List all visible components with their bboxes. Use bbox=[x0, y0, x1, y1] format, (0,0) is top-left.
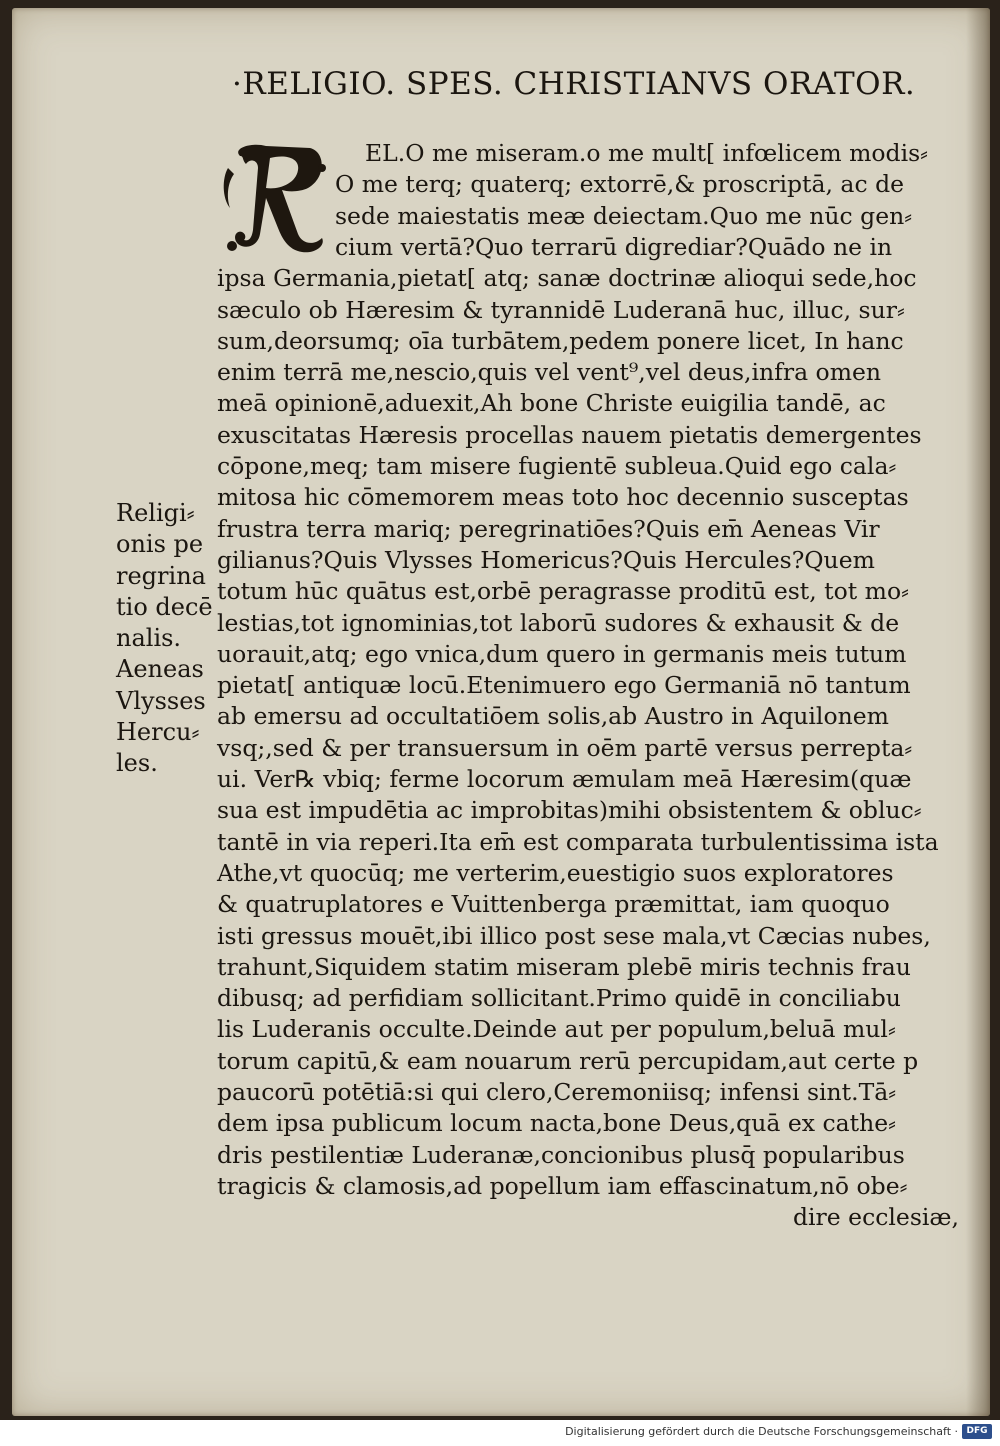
margin-note-line: Aeneas bbox=[116, 655, 204, 684]
margin-note-line: onis pe bbox=[116, 530, 204, 559]
text-line: ipsa Germania,pietat[ atq; sanæ doctrinæ alioqui sede,hoc bbox=[217, 264, 917, 293]
text-line: dris pestilentiæ Luderanæ,concionibus plusq̄ popularibus bbox=[217, 1140, 905, 1169]
digitization-footer bbox=[0, 1420, 1000, 1446]
decorated-initial bbox=[222, 138, 334, 256]
text-line: dem ipsa publicum locum nacta,bone Deus,quā ex cathe⸗ bbox=[217, 1109, 896, 1138]
running-head: ·RELIGIO. SPES. CHRISTIANVS ORATOR. bbox=[232, 66, 916, 102]
text-line: isti gressus mouēt,ibi illico post sese mala,vt Cæcias nubes, bbox=[217, 921, 931, 950]
text-line: lestias,tot ignominias,tot laborū sudores & exhausit & de bbox=[217, 608, 900, 637]
text-line: pietat[ antiquæ locū.Etenimuero ego Germaniā nō tantum bbox=[217, 671, 911, 700]
text-line: O me terq; quaterq; extorrē,& proscriptā, ac de bbox=[335, 170, 905, 199]
text-line: paucorū potētiā:si qui clero,Ceremoniisq; infensi sint.Tā⸗ bbox=[217, 1078, 897, 1106]
text-line: vsq;,sed & per transuersum in oēm partē versus perrepta⸗ bbox=[217, 733, 913, 762]
text-line: frustra terra mariq; peregrinatiōes?Quis em̄ Aeneas Vir bbox=[217, 514, 880, 543]
text-line: cōpone,meq; tam misere fugientē subleua.Quid ego cala⸗ bbox=[217, 452, 897, 480]
text-line: mitosa hic cōmemorem meas toto hoc decennio susceptas bbox=[217, 483, 909, 512]
text-line: sæculo ob Hæresim & tyrannidē Luderanā huc, illuc, sur⸗ bbox=[217, 295, 905, 324]
text-line: tantē in via reperi.Ita em̄ est comparata turbulentissima ista bbox=[217, 827, 939, 856]
text-line: sum,deorsumq; oīa turbātem,pedem ponere licet, In hanc bbox=[217, 326, 904, 355]
text-line: sede maiestatis meæ deiectam.Quo me nūc gen⸗ bbox=[335, 201, 913, 230]
text-line: EL.O me miseram.o me mult[ infœlicem modis⸗ bbox=[365, 139, 929, 167]
text-line: exuscitatas Hæresis procellas nauem pietatis demergentes bbox=[217, 420, 922, 449]
footer-credit: Digitalisierung gefördert durch die Deutsche Forschungsgemeinschaft · bbox=[565, 1425, 958, 1438]
dfg-logo: DFG bbox=[962, 1424, 992, 1439]
text-line: uorauit,atq; ego vnica,dum quero in germanis meis tutum bbox=[217, 639, 907, 668]
text-line: torum capitū,& eam nouarum rerū percupidam,aut certe p bbox=[217, 1046, 919, 1075]
text-line: cium vertā?Quo terrarū digrediar?Quādo ne in bbox=[335, 232, 893, 261]
text-line: sua est impudētia ac improbitas)mihi obsistentem & obluc⸗ bbox=[217, 796, 922, 825]
text-line: gilianus?Quis Vlysses Homericus?Quis Hercules?Quem bbox=[217, 545, 875, 574]
text-line: & quatruplatores e Vuittenberga præmittat, iam quoquo bbox=[217, 890, 890, 919]
margin-note-line: Hercu⸗ bbox=[116, 718, 200, 747]
margin-note-line: regrina bbox=[116, 561, 206, 590]
text-line: ab emersu ad occultatiōem solis,ab Austro in Aquilonem bbox=[217, 702, 889, 731]
text-line: ui. Ver℞ vbiq; ferme locorum æmulam meā Hæresim(quæ bbox=[217, 765, 912, 793]
margin-note-line: nalis. bbox=[116, 624, 182, 653]
margin-note-line: Religi⸗ bbox=[116, 498, 195, 527]
text-line: dibusq; ad perfidiam sollicitant.Primo quidē in conciliabu bbox=[217, 984, 901, 1013]
text-line: enim terrā me,nescio,quis vel vent⁹,vel deus,infra omen bbox=[217, 358, 882, 387]
text-line: tragicis & clamosis,ad popellum iam effascinatum,nō obe⸗ bbox=[217, 1171, 908, 1200]
text-line: totum hūc quātus est,orbē peragrasse proditū est, tot mo⸗ bbox=[217, 577, 909, 606]
text-line: trahunt,Siquidem statim miseram plebē miris technis frau bbox=[217, 952, 911, 981]
text-line: Athe,vt quocūq; me verterim,euestigio suos exploratores bbox=[217, 858, 894, 887]
margin-note-line: Vlysses bbox=[116, 686, 206, 715]
margin-note-line: tio decē bbox=[116, 592, 213, 621]
text-line: lis Luderanis occulte.Deinde aut per populum,beluā mul⸗ bbox=[217, 1015, 896, 1044]
text-line: meā opinionē,aduexit,Ah bone Christe euigilia tandē, ac bbox=[217, 389, 886, 418]
margin-note-line: les. bbox=[116, 749, 158, 778]
text-line: dire ecclesiæ, bbox=[793, 1203, 959, 1232]
